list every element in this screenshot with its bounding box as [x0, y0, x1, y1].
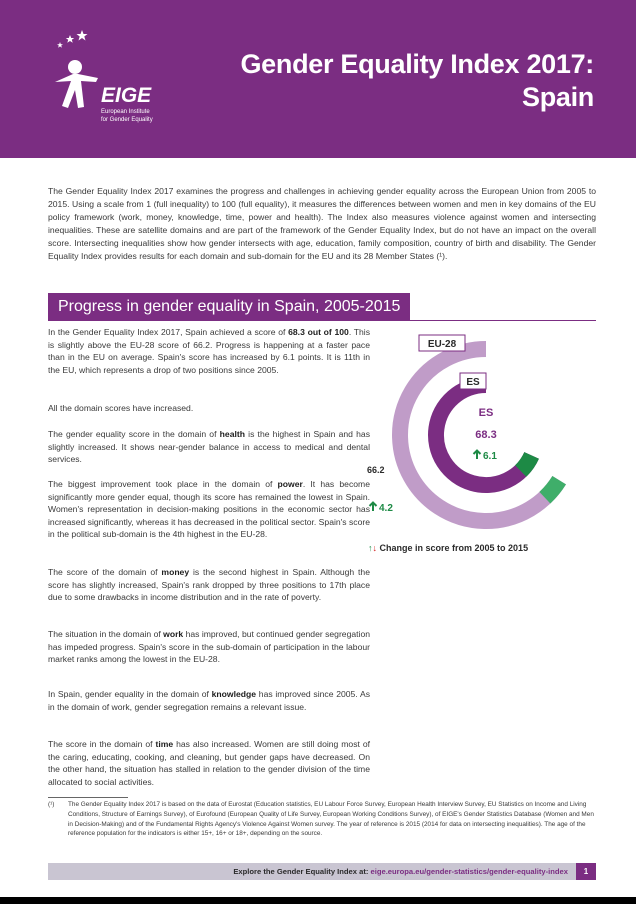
- footnote-text: The Gender Equality Index 2017 is based on the data of Eurostat (Education statistics, EU Labour Force Survey, European Health Interview Survey, EU Statistics on Income and Living Conditions, Structure of Earnings Survey), of Eurofound (European Quality of Life Survey, European Working Conditions Survey), of EIGE's Gender Statistics Database (Women and Men in Decision-Making) and of the Fundamental Rights Agency's Violence Against Women survey. The year of reference is 2015 (2014 for data on intersecting inequalities). The age of the reference population for the indicators is either 15+, 16+ or 18+, depending on the source.: [68, 801, 594, 838]
- footnote-mark: (¹): [48, 801, 55, 808]
- paragraph-domains: All the domain scores have increased.: [48, 403, 194, 413]
- eu-change-arc: [545, 480, 559, 498]
- paragraph-knowledge: In Spain, gender equality in the domain of knowledge has improved since 2005. As in the domain of work, gender segregation remains a relevant issue.: [48, 689, 370, 712]
- up-arrow-icon: ↑: [368, 543, 373, 553]
- logo-subtitle-line: European Institute: [101, 109, 150, 115]
- paragraph-health: The gender equality score in the domain of health is the highest in Spain and has slightly increased. It shows near-gender balance in access to medical and dental services.: [48, 429, 370, 465]
- page-title: [194, 48, 594, 114]
- section-heading: Progress in gender equality in Spain, 2005-2015: [48, 293, 410, 321]
- star-icon: [77, 30, 88, 41]
- figure-icon: [55, 60, 98, 108]
- page-number: 1: [576, 863, 596, 880]
- center-name: ES: [478, 407, 494, 419]
- score-donut-chart: [365, 330, 605, 540]
- title-line-2: Spain: [521, 82, 594, 112]
- star-icon: [57, 42, 63, 48]
- up-arrow-icon: [474, 451, 481, 460]
- title-line-1: Gender Equality Index 2017:: [240, 49, 594, 79]
- center-score: 68.3: [475, 429, 497, 441]
- up-arrow-icon: [370, 503, 377, 512]
- paragraph-score: In the Gender Equality Index 2017, Spain achieved a score of 68.3 out of 100. This is slightly above the EU-28 score of 66.2. Progress is happening at a faster pace than in the EU on average. Spain's score has increased by 6.1 points. It is 11th in the EU, which represents a drop of two positions since 2005.: [48, 327, 371, 375]
- paragraph-work: The situation in the domain of work has improved, but continued gender segregation has impeded progress. Spain's score in the sub-domain of participation in the labour market ranks among the lowest in the EU-28.: [48, 629, 371, 665]
- legend-label: Change in score from 2005 to 2015: [379, 543, 529, 553]
- down-arrow-icon: ↓: [372, 543, 377, 553]
- eu-score-label: 66.2: [367, 465, 385, 475]
- paragraph-time: The score in the domain of time has also increased. Women are still doing most of the caring, educating, cooking, and cleaning, but gender gaps have decreased. On the other hand, the situation has stalled in relation to the gender division of the time allocated to social activities.: [48, 739, 370, 787]
- footer-text: Explore the Gender Equality Index at: eige.europa.eu/gender-statistics/gender-equality-index: [233, 867, 568, 876]
- logo-subtitle-line: for Gender Equality: [101, 117, 153, 123]
- footnote: [48, 800, 596, 839]
- paragraph-money: The score of the domain of money is the second highest in Spain. Although the score has slightly increased, Spain's rank dropped by three positions to 17th place due to some drawbacks in income distribution and in the rate of poverty.: [48, 567, 370, 603]
- section-rule: [410, 320, 596, 321]
- logo-wordmark: [101, 82, 161, 106]
- logo-subtitle: [101, 108, 153, 124]
- page-footer: [48, 863, 596, 880]
- eu-change-value: 4.2: [379, 503, 393, 514]
- page-header: [0, 0, 636, 158]
- paragraph-power: The biggest improvement took place in the domain of power. It has become significantly more gender equal, though its score has remained the lowest in Spain. Women's representation in decision-making positions in the economic sector has increased significantly, whereas it has decreased in the political sector. Spain's score in the political sub-domain is the 4th highest in the EU-28.: [48, 479, 371, 540]
- star-icon: [66, 35, 74, 43]
- es-change-value: 6.1: [483, 451, 497, 462]
- bottom-edge: [0, 897, 636, 904]
- chart-legend: [368, 543, 528, 553]
- eu-label: EU-28: [427, 339, 457, 350]
- footer-link[interactable]: eige.europa.eu/gender-statistics/gender-equality-index: [370, 867, 568, 876]
- footnote-rule: [48, 797, 128, 798]
- intro-paragraph: The Gender Equality Index 2017 examines the progress and challenges in achieving gender equality across the European Union from 2005 to 2015. Using a scale from 1 (full inequality) to 100 (full equality), it measures the differences between women and men in key domains of the EU policy framework (work, money, knowledge, time, power and health). The Index also measures violence against women and intersecting inequalities. These are satellite domains and are part of the framework of the Gender Equality Index, but do not have an impact on the overall score. Intersecting inequalities show how gender intersects with age, education, family composition, country of birth and disability. The Gender Equality Index provides results for each domain and sub-domain for the EU and its 28 Member States (¹).: [48, 186, 596, 261]
- es-change-arc: [521, 455, 532, 471]
- svg-text:EIGE: EIGE: [101, 84, 152, 106]
- es-label: ES: [466, 377, 480, 388]
